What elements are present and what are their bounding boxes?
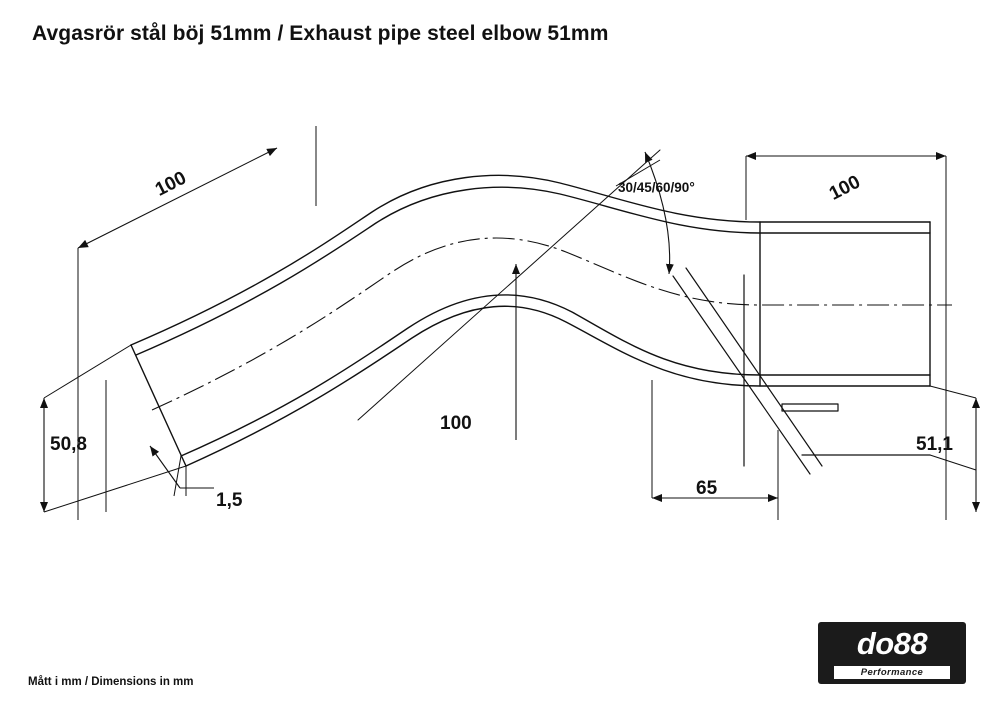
dim-label-right-leg: 100 [826, 171, 864, 205]
dim-label-wall-thickness: 1,5 [216, 490, 243, 511]
sleeve-bevel-line-1 [686, 268, 822, 466]
dim-label-right-diameter: 51,1 [916, 434, 953, 455]
sleeve-slot [782, 404, 838, 411]
lower-inner-wall [181, 295, 930, 456]
dim-label-center-height: 100 [440, 413, 472, 434]
centre-line [152, 238, 952, 410]
page-title: Avgasrör stål böj 51mm / Exhaust pipe steel elbow 51mm [32, 22, 609, 45]
footnote: Mått i mm / Dimensions in mm [28, 676, 194, 688]
angle-indicator [616, 152, 670, 274]
dim-right-leg [746, 156, 946, 520]
dim-wall-thickness [150, 446, 214, 496]
dim-left-diameter [44, 345, 186, 512]
lower-outer-wall [186, 306, 930, 466]
logo-name: do88 [856, 626, 928, 661]
logo-tagline: Performance [860, 667, 924, 678]
dim-label-sleeve-length: 65 [696, 478, 718, 499]
upper-inner-wall [136, 187, 930, 355]
dim-label-left-diameter: 50,8 [50, 434, 87, 455]
tangent-construction-line [358, 150, 660, 420]
left-end-face [131, 345, 186, 466]
dim-label-left-leg: 100 [152, 167, 190, 201]
pipe-outline [131, 150, 930, 474]
upper-outer-wall [131, 175, 930, 345]
angle-label: 30/45/60/90° [618, 180, 695, 195]
brand-logo [818, 622, 966, 684]
